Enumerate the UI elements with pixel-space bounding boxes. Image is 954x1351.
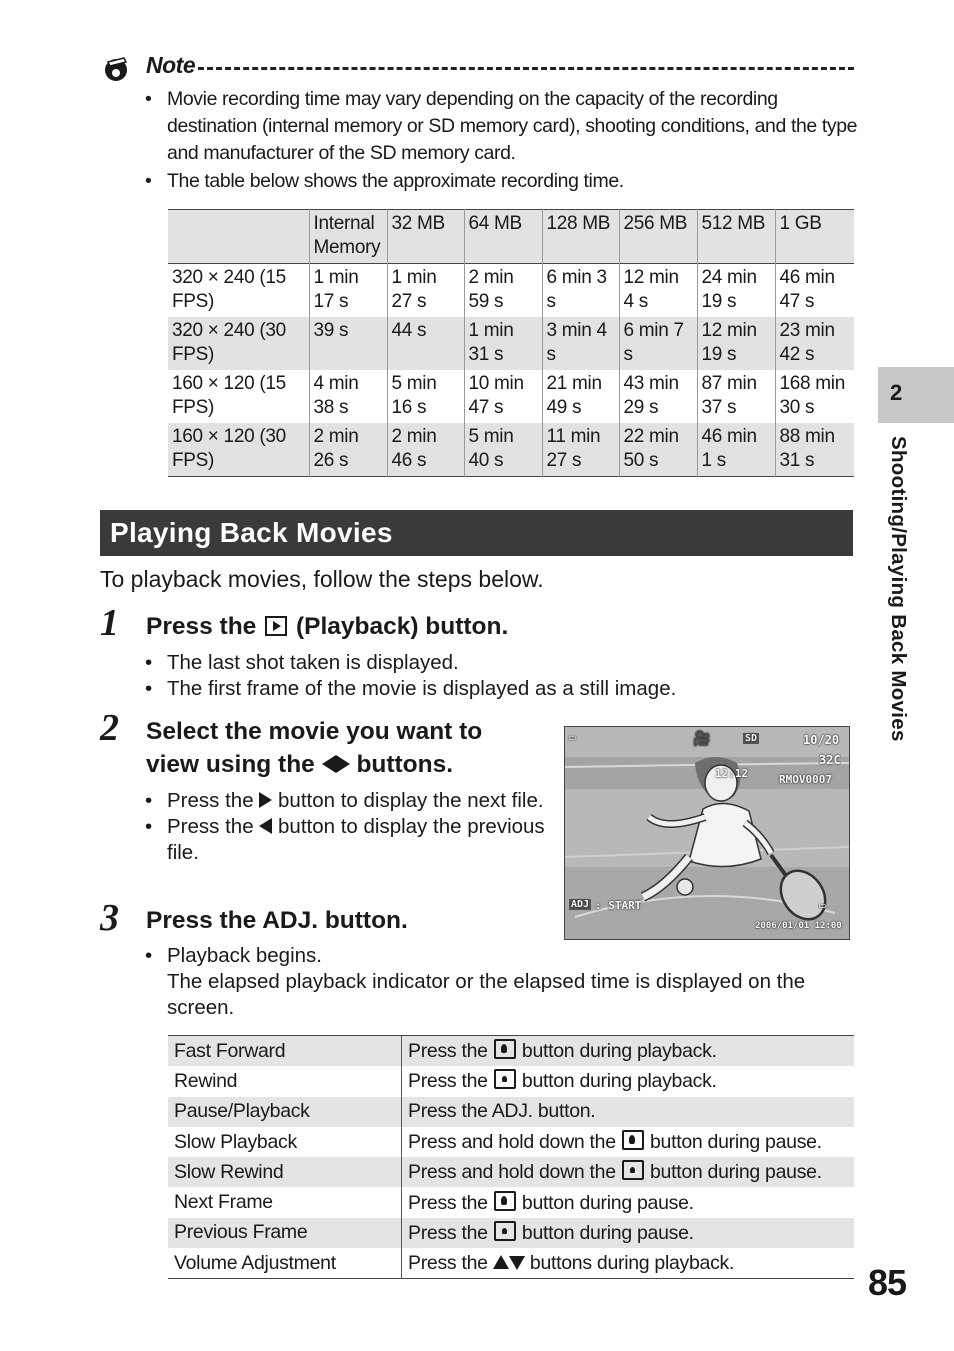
zoom-tele-icon xyxy=(622,1130,644,1150)
left-arrow-icon xyxy=(259,818,272,834)
table-cell: 23 min 42 s xyxy=(775,317,854,370)
step-title-text: Press the xyxy=(146,613,257,640)
table-cell: 1 min 27 s xyxy=(387,264,464,318)
operation-desc: Press the buttons during playback. xyxy=(408,1251,735,1274)
table-row xyxy=(168,1127,854,1157)
recording-time-table xyxy=(168,209,854,477)
down-arrow-icon xyxy=(509,1256,525,1270)
table-cell: 4 min 38 s xyxy=(309,370,387,423)
step-number: 3 xyxy=(100,897,119,939)
table-cell: 2 min 59 s xyxy=(464,264,542,318)
table-header-cell: 64 MB xyxy=(464,210,542,264)
table-cell: 2 min 26 s xyxy=(309,423,387,477)
zoom-wide-icon xyxy=(494,1221,516,1241)
table-header-cell: 512 MB xyxy=(697,210,775,264)
operation-name: Pause/Playback xyxy=(168,1097,402,1127)
operation-name: Fast Forward xyxy=(168,1036,402,1067)
table-cell: 1 min 31 s xyxy=(464,317,542,370)
table-cell: 3 min 4 s xyxy=(542,317,619,370)
table-row xyxy=(168,1066,854,1096)
operation-name: Previous Frame xyxy=(168,1218,402,1248)
step-bullet: • Press the button to display the next file. xyxy=(143,788,548,814)
table-cell: 5 min 40 s xyxy=(464,423,542,477)
table-cell: 320 × 240 (15 FPS) xyxy=(172,267,286,312)
operation-desc: Press the button during playback. xyxy=(408,1040,717,1063)
operation-name: Slow Rewind xyxy=(168,1157,402,1187)
adj-badge: ADJ xyxy=(571,899,590,910)
zoom-tele-icon xyxy=(494,1191,516,1211)
file-counter: 10/20 xyxy=(803,733,840,747)
table-row xyxy=(168,1248,854,1279)
table-row xyxy=(168,1187,854,1217)
date-display: 2006/01/01 12:00 xyxy=(755,921,842,931)
table-row xyxy=(168,264,854,318)
playback-icon xyxy=(265,616,287,636)
right-arrow-icon xyxy=(259,792,272,808)
movie-duration: 32C xyxy=(819,753,841,767)
section-intro: To playback movies, follow the steps below. xyxy=(100,566,544,592)
table-cell: 1 min 17 s xyxy=(309,264,387,318)
step-title-text: view using the xyxy=(146,751,315,778)
table-cell: 46 min 47 s xyxy=(775,264,854,318)
table-cell: 12 min 19 s xyxy=(697,317,775,370)
table-cell: 10 min 47 s xyxy=(464,370,542,423)
table-row xyxy=(168,370,854,423)
table-cell: 39 s xyxy=(309,317,387,370)
camera-lcd-screen xyxy=(564,726,850,940)
table-cell: 320 × 240 (30 FPS) xyxy=(172,320,286,365)
time-display: 12:12 xyxy=(715,767,749,780)
note-list xyxy=(143,86,858,196)
operation-name: Rewind xyxy=(168,1066,402,1096)
note-label: Note xyxy=(146,52,196,78)
sd-card-icon: SD xyxy=(745,733,758,744)
operation-name: Slow Playback xyxy=(168,1127,402,1157)
battery-icon: ▭ xyxy=(819,899,826,912)
zoom-wide-icon xyxy=(494,1069,516,1089)
table-cell: 44 s xyxy=(387,317,464,370)
step-bullet: • Press the button to display the previous file. xyxy=(143,814,548,866)
zoom-wide-icon xyxy=(622,1160,644,1180)
table-cell: 43 min 29 s xyxy=(619,370,697,423)
operation-name: Volume Adjustment xyxy=(168,1248,402,1279)
section-title: Playing Back Movies xyxy=(100,510,853,556)
chapter-number: 2 xyxy=(890,380,903,405)
table-cell: 2 min 46 s xyxy=(387,423,464,477)
table-row xyxy=(168,1036,854,1067)
table-cell: 6 min 7 s xyxy=(619,317,697,370)
table-cell: 46 min 1 s xyxy=(697,423,775,477)
step-title-text: (Playback) button. xyxy=(295,613,509,640)
camera-mode-icon: ▭ xyxy=(569,731,576,744)
table-cell: 21 min 49 s xyxy=(542,370,619,423)
table-header-cell: 128 MB xyxy=(542,210,619,264)
step-bullets xyxy=(143,788,548,866)
step-title-text: buttons. xyxy=(356,751,454,778)
table-cell: 87 min 37 s xyxy=(697,370,775,423)
note-item: • Movie recording time may vary depending on the capacity of the recording destination (internal memory or SD memory card), shooting conditions, and the type and manufacturer of the SD memory card. xyxy=(143,86,858,167)
note-dash-rule xyxy=(198,67,854,70)
table-header-cell: Internal Memory xyxy=(309,210,387,264)
step-bullets xyxy=(143,943,855,1021)
table-cell: 168 min 30 s xyxy=(775,370,854,423)
step-bullet: • The last shot taken is displayed. xyxy=(143,650,843,676)
table-cell: 12 min 4 s xyxy=(619,264,697,318)
table-header-cell: 256 MB xyxy=(619,210,697,264)
table-row xyxy=(168,423,854,477)
playback-operations-table xyxy=(168,1035,854,1279)
table-cell: 6 min 3 s xyxy=(542,264,619,318)
operation-desc: Press the button during pause. xyxy=(408,1191,694,1214)
zoom-tele-icon xyxy=(494,1039,516,1059)
table-row xyxy=(168,1097,854,1127)
operation-desc: Press and hold down the button during pause. xyxy=(408,1161,822,1184)
operation-desc: Press the button during pause. xyxy=(408,1221,694,1244)
step-title xyxy=(146,610,508,643)
table-cell: 24 min 19 s xyxy=(697,264,775,318)
note-pencil-icon xyxy=(102,54,132,82)
table-cell: 5 min 16 s xyxy=(387,370,464,423)
step-bullet: • Playback begins. The elapsed playback indicator or the elapsed time is displayed on the screen. xyxy=(143,943,855,1021)
chapter-title: Shooting/Playing Back Movies xyxy=(887,436,910,742)
step-number: 1 xyxy=(100,602,119,644)
step-title-line xyxy=(146,748,556,781)
table-cell: 11 min 27 s xyxy=(542,423,619,477)
table-header-cell xyxy=(168,210,309,264)
operation-desc: Press the button during playback. xyxy=(408,1070,717,1093)
page-number: 85 xyxy=(868,1262,907,1303)
step-number: 2 xyxy=(100,707,119,749)
table-row xyxy=(168,317,854,370)
step-title xyxy=(146,715,556,781)
operation-name: Next Frame xyxy=(168,1187,402,1217)
chapter-tab xyxy=(878,367,954,423)
table-cell: 160 × 120 (15 FPS) xyxy=(172,373,286,418)
note-header xyxy=(102,52,854,82)
up-arrow-icon xyxy=(493,1255,509,1269)
table-cell: 22 min 50 s xyxy=(619,423,697,477)
right-arrow-icon xyxy=(336,755,350,773)
note-item: • The table below shows the approximate recording time. xyxy=(143,168,858,195)
table-row xyxy=(168,1157,854,1187)
table-header-cell: 1 GB xyxy=(775,210,854,264)
step-title-text: Select the movie you want to xyxy=(146,718,483,745)
operation-desc: Press the ADJ. button. xyxy=(408,1100,596,1123)
table-cell: 88 min 31 s xyxy=(775,423,854,477)
table-row xyxy=(168,1218,854,1248)
table-header-cell: 32 MB xyxy=(387,210,464,264)
left-arrow-icon xyxy=(322,755,336,773)
start-label: : START xyxy=(595,899,642,912)
table-cell: 160 × 120 (30 FPS) xyxy=(172,426,286,471)
step-bullet: • The first frame of the movie is displayed as a still image. xyxy=(143,676,843,702)
table-header-row xyxy=(168,210,854,264)
operation-desc: Press and hold down the button during pause. xyxy=(408,1131,822,1154)
file-name: RMOV0007 xyxy=(779,773,832,786)
step-title: Press the ADJ. button. xyxy=(146,907,408,934)
step-bullets xyxy=(143,650,843,702)
movie-camera-icon: 🎥 xyxy=(693,731,711,747)
